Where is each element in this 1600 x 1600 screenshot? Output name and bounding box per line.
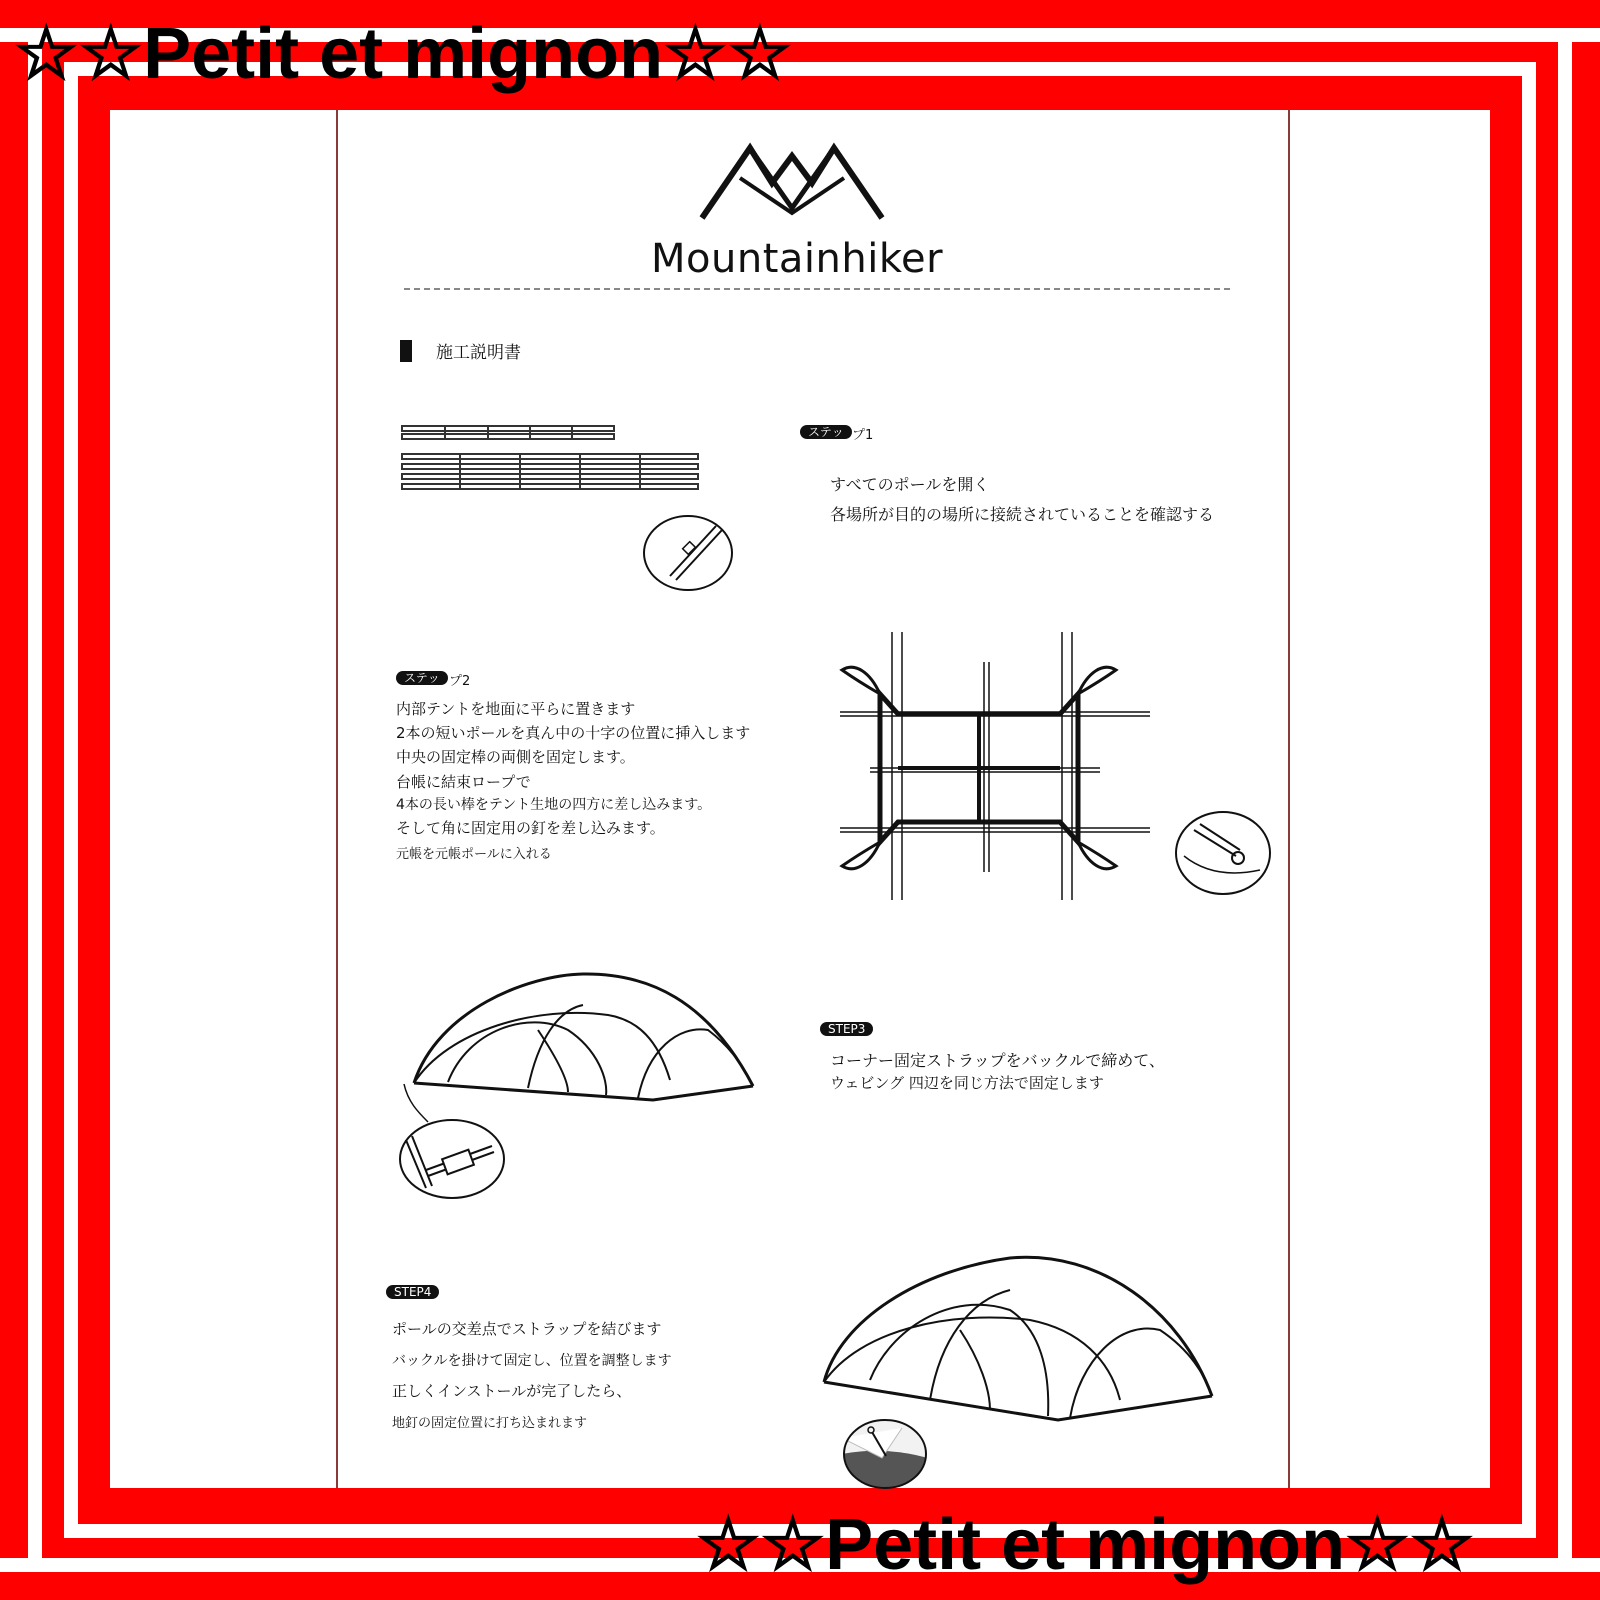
instruction-sheet [110,110,1490,1488]
left-margin-line [336,110,338,1488]
frame-white-right [1558,28,1572,1572]
stake-ground-detail-icon [842,1418,928,1490]
brand-name: Mountainhiker [651,236,944,282]
step1-line-1: すべてのポールを開く [830,475,990,494]
frame-white-left [28,28,42,1572]
step2-badge-suffix: プ2 [449,674,471,689]
step2-badge: ステッ [396,671,448,685]
right-margin-line [1288,110,1290,1488]
step4-line-3: 正しくインストールが完了したら、 [392,1382,632,1400]
pole-joint-detail-icon [642,514,736,592]
step4-badge: STEP4 [386,1285,439,1299]
header-divider [404,288,1230,290]
stake-detail-icon [1174,810,1272,896]
banner-top: ☆☆Petit et mignon☆☆ [14,14,793,94]
step2-line-2: 2本の短いポールを真ん中の十字の位置に挿入します [396,724,751,742]
step2-line-5: 4本の長い棒をテント生地の四方に差し込みます。 [396,797,712,813]
step3-line-2: ウェビング 四辺を同じ方法で固定します [830,1074,1104,1092]
frame-white-inner-left [64,62,78,1538]
dome-tent-illustration-step4 [820,1250,1220,1426]
mountain-logo-icon [700,138,884,222]
step4-line-1: ポールの交差点でストラップを結びます [392,1320,662,1338]
banner-bottom: ☆☆Petit et mignon☆☆ [696,1505,1475,1585]
step1-line-2: 各場所が目的の場所に接続されていることを確認する [830,505,1215,524]
step3-line-1: コーナー固定ストラップをバックルで締めて、 [830,1051,1165,1070]
step2-line-4: 台帳に結束ロープで [396,773,531,791]
section-heading [400,338,521,363]
section-marker [400,340,412,362]
step4-line-4: 地釘の固定位置に打ち込まれます [392,1416,588,1431]
step2-line-7: 元帳を元帳ポールに入れる [396,847,552,862]
frame-white-inner-right [1522,62,1536,1538]
step1-badge-suffix: プ1 [852,428,874,443]
step2-line-6: そして角に固定用の釘を差し込みます。 [396,819,665,837]
step1-badge: ステッ [800,425,852,439]
pole-bundle-illustration [400,424,700,494]
step3-badge: STEP3 [820,1022,873,1036]
buckle-detail-icon [396,1082,506,1200]
step2-line-1: 内部テントを地面に平らに置きます [396,700,636,718]
step2-line-3: 中央の固定棒の両側を固定します。 [396,748,635,766]
step4-line-2: バックルを掛けて固定し、位置を調整します [392,1353,672,1369]
tent-floor-layout-illustration [840,632,1160,902]
section-title: 施工説明書 [436,343,521,363]
